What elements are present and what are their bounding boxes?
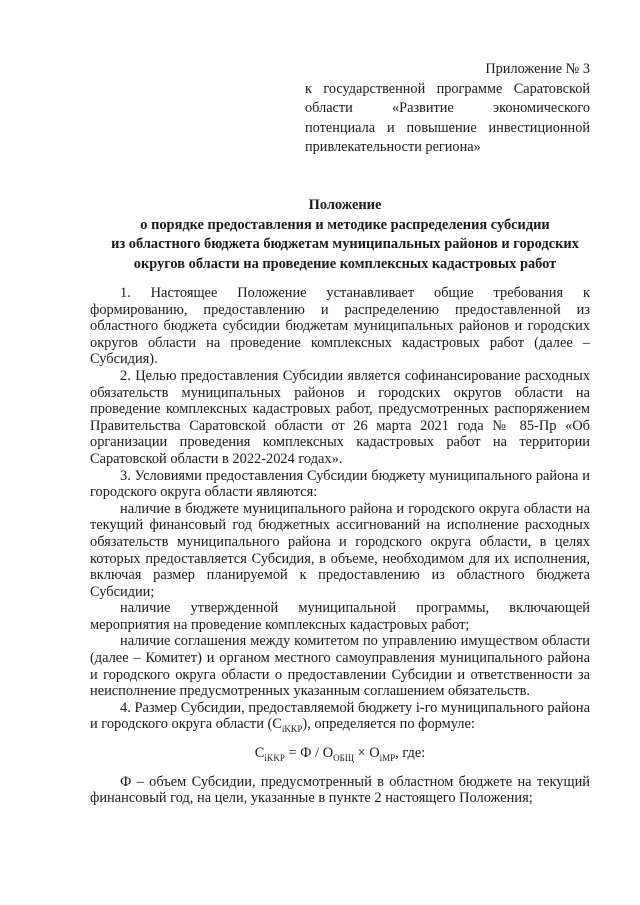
paragraph-2: 2. Целью предоставления Субсидии является софинансирование расходных обязательств муниципальных районов и городских округов области на проведение комплексных кадастровых работ, предусмотренных распоряжением Правительства Саратовской области от 26 марта 2021 года № 85-Пр «Об организации проведения комплексных кадастровых работ на территории Саратовской области в 2022-2024 годах». [90,367,590,467]
paragraph-1: 1. Настоящее Положение устанавливает общие требования к формированию, предоставлению и распределению предоставленной из областного бюджета субсидии бюджетам муниципальных районов и городских округов области на проведение комплексных кадастровых работ (далее – Субсидия). [90,285,590,368]
title-line-1: Положение [308,197,382,213]
paragraph-7-subscript: iKKP [281,724,303,735]
formula-eq: = Ф / O [284,745,334,762]
paragraph-7-end: ), определяется по формуле: [302,716,475,733]
appendix-number: Приложение № 3 [485,61,590,77]
appendix-text: к государственной программе Саратовской области «Развитие экономического потенциала и повышение инвестиционной привлекательности региона» [305,80,590,155]
formula [90,745,590,762]
paragraph-4: наличие в бюджете муниципального района и городского округа области на текущий финансовый год бюджетных ассигнований на исполнение расходных обязательств муниципального района и городского округа области, в целях которых предоставляется Субсидия, в объеме, необходимом для их исполнения, включая размер планируемой к предоставлению из областного бюджета Субсидии; [90,500,590,600]
title-line-2: о порядке предоставления и методике распределения субсидии [140,216,550,233]
formula-end: , где: [395,745,426,762]
paragraph-3: 3. Условиями предоставления Субсидии бюджету муниципального района и городского округа области являются: [90,467,590,501]
paragraph-7-start: 4. Размер Субсидии, предоставляемой бюджету i-го муниципального района и городского округа области (C [90,699,590,733]
paragraph-8: Ф – объем Субсидии, предусмотренный в областном бюджете на текущий финансовый год, на цели, указанные в пункте 2 настоящего Положения; [90,773,590,807]
formula-times: × O [353,745,380,762]
formula-c-sub: iKKP [264,752,285,763]
paragraph-5: наличие утвержденной муниципальной программы, включающей мероприятия на проведение комплексных кадастровых работ; [90,600,590,633]
paragraph-7 [90,700,590,733]
title-line-4: округов области на проведение комплексных кадастровых работ [133,255,557,272]
title-line-3: из областного бюджета бюджетам муниципальных районов и городских [111,236,579,252]
formula-o1-sub: ОБЩ [333,752,354,763]
formula-c: C [254,745,265,762]
formula-o2-sub: iMP [379,752,396,763]
document-body [90,285,590,807]
appendix-header [305,60,590,158]
document-title [80,196,610,274]
paragraph-6: наличие соглашения между комитетом по управлению имуществом области (далее – Комитет) и органом местного самоуправления муниципального района и городского округа области о предоставлении Субсидии и ответственности за неисполнение предусмотренных указанным соглашением обязательств. [90,633,590,700]
